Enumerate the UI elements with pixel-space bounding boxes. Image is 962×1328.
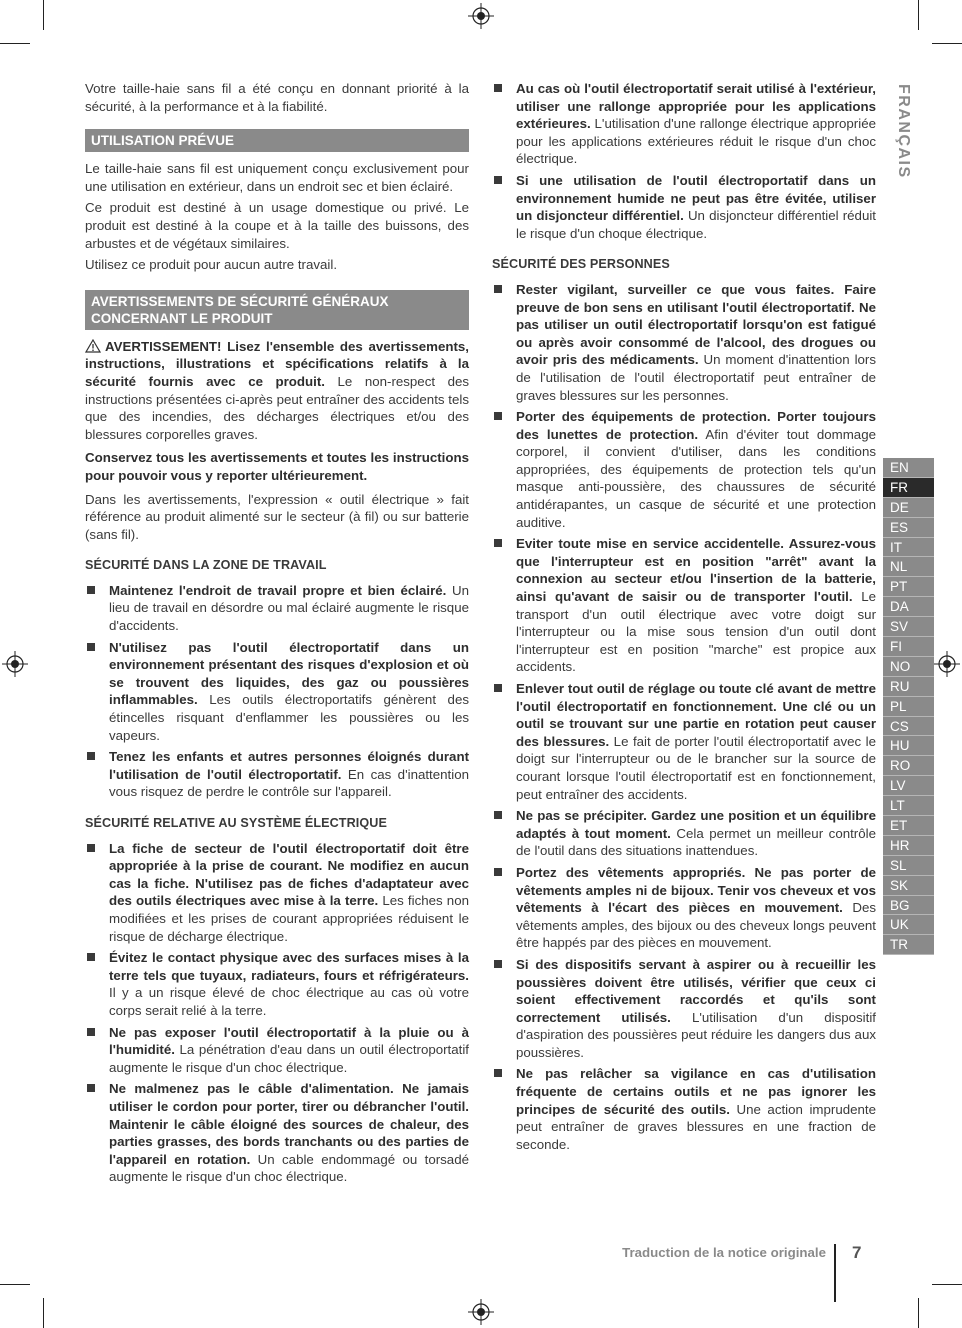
list-item-text: Le transport d'un outil électrique avec votre doigt sur l'interrupteur ou la mise sous tension d'un outil dont l'interrupteur est en position "marche" est propice aux accidents. bbox=[516, 589, 876, 675]
general-warnings-heading-line2: CONCERNANT LE PRODUIT bbox=[91, 310, 273, 326]
bullet-square-icon bbox=[87, 844, 95, 852]
right-column bbox=[492, 80, 876, 1157]
registration-mark-icon bbox=[934, 651, 960, 677]
list-item bbox=[492, 956, 876, 1062]
list-item bbox=[492, 172, 876, 242]
crop-mark bbox=[0, 43, 30, 44]
footer-translation-note: Traduction de la notice originale bbox=[622, 1245, 826, 1260]
work-area-list bbox=[85, 582, 469, 801]
list-item-bold: Enlever tout outil de réglage ou toute clé avant de mettre l'outil électroportatif en fonctionnement. Une clé ou un outil se trouvant sur une partie en rotation peut causer des blessures. bbox=[516, 681, 876, 749]
list-item-bold: Si des dispositifs servant à aspirer ou à recueillir les poussières doivent être utilisés, vérifier que ceux ci soient effectivement raccordés et qu'ils sont correctement utilisés. bbox=[516, 956, 876, 1025]
language-tab-pt[interactable]: PT bbox=[883, 577, 934, 597]
intro-paragraph: Votre taille-haie sans fil a été conçu en donnant priorité à la sécurité, à la performance et à la fiabilité. bbox=[85, 81, 469, 114]
bullet-square-icon bbox=[494, 539, 502, 547]
subheading-electrical: SÉCURITÉ RELATIVE AU SYSTÈME ÉLECTRIQUE bbox=[85, 816, 387, 830]
list-item-text: Un moment d'inattention lors de l'utilisation de l'outil électroportatif peut entraîner de graves blessures sur les personnes. bbox=[516, 352, 876, 403]
crop-mark bbox=[43, 0, 44, 30]
intended-use-p1: Le taille-haie sans fil est uniquement conçu exclusivement pour une utilisation en extérieur, dans un endroit sec et bien éclairé. bbox=[85, 161, 469, 194]
list-item-bold: Au cas où l'outil électroportatif serait utilisé à l'extérieur, utiliser une rallonge appropriée pour les applications extérieures. bbox=[516, 81, 876, 132]
list-item bbox=[85, 840, 469, 946]
list-item bbox=[85, 1080, 469, 1186]
warning-triangle-icon bbox=[85, 339, 101, 353]
section-heading-intended-use: UTILISATION PRÉVUE bbox=[85, 129, 469, 152]
language-tab-tr[interactable]: TR bbox=[883, 935, 934, 955]
subheading-personal: SÉCURITÉ DES PERSONNES bbox=[492, 257, 670, 272]
registration-mark-icon bbox=[2, 651, 28, 677]
list-item-bold: N'utilisez pas l'outil électroportatif dans un environnement présentant des risques d'explosion et où se trouvent des liquides, des gaz ou poussières inflammables. bbox=[109, 639, 469, 708]
bullet-square-icon bbox=[87, 1028, 95, 1036]
list-item-bold: Maintenez l'endroit de travail propre et bien éclairé. bbox=[109, 582, 447, 598]
bullet-square-icon bbox=[494, 412, 502, 420]
bullet-square-icon bbox=[87, 953, 95, 961]
language-tab-sk[interactable]: SK bbox=[883, 876, 934, 896]
list-item-text: L'utilisation d'un dispositif d'aspiration des poussières peut réduire les dangers dus aux poussières. bbox=[516, 1009, 876, 1060]
bullet-square-icon bbox=[494, 84, 502, 92]
electrical-list bbox=[85, 840, 469, 1186]
list-item-bold: La fiche de secteur de l'outil électroportatif doit être appropriée à la prise de courant. Ne modifiez en aucun cas la fiche. N'utilisez pas de fiches d'adaptateur avec des outils électriques avec mise à la terre. bbox=[109, 840, 469, 909]
definition-paragraph: Dans les avertissements, l'expression « outil électrique » fait référence au produit alimenté sur le secteur (à fil) ou sur batterie (sans fil). bbox=[85, 491, 469, 542]
section-heading-general-warnings bbox=[85, 290, 469, 330]
bullet-square-icon bbox=[494, 868, 502, 876]
warning-bold-text: AVERTISSEMENT! Lisez l'ensemble des avertissements, instructions, illustrations et spécifications relatifs à la sécurité fournis avec ce produit. bbox=[85, 338, 469, 389]
warning-text: Le non-respect des instructions présentées ci-après peut entraîner des accidents tels que des incendies, des décharges électriques et/ou des blessures corporelles graves. bbox=[85, 373, 470, 442]
list-item-bold: Eviter toute mise en service accidentelle. Assurez-vous que l'interrupteur est en position "arrêt" avant la connexion au secteur et/ou l'insertion de la batterie, ainsi qu'avant de saisir ou de transporter l'outil. bbox=[516, 536, 876, 605]
left-column bbox=[85, 80, 469, 1190]
language-tab-no[interactable]: NO bbox=[883, 657, 934, 677]
language-tab-bg[interactable]: BG bbox=[883, 896, 934, 916]
language-tab-es[interactable]: ES bbox=[883, 518, 934, 538]
list-item-text: Le fait de porter l'outil électroportatif avec le doigt sur l'interrupteur ou de le brancher sur la source de courant lorsque l'outil électroportatif est en fonctionnement, peut entraîner des accidents. bbox=[516, 733, 876, 802]
list-item bbox=[492, 281, 876, 404]
list-item-bold: Rester vigilant, surveiller ce que vous faites. Faire preuve de bon sens en utilisant l'outil électroportatif. Ne pas utiliser un outil électroportatif lorsqu'on est fatigué ou après avoir consommé de l'alcool, des drogues ou avoir pris des médicaments. bbox=[516, 281, 876, 368]
list-item bbox=[85, 949, 469, 1019]
list-item-bold: Portez des vêtements appropriés. Ne pas porter de vêtements amples ni de bijoux. Tenir vos cheveux et vos vêtements à l'écart des pièces en mouvement. bbox=[516, 864, 876, 916]
bullet-square-icon bbox=[87, 752, 95, 760]
bullet-square-icon bbox=[494, 1069, 502, 1077]
language-tab-it[interactable]: IT bbox=[883, 538, 934, 558]
general-warnings-heading-line1: AVERTISSEMENTS DE SÉCURITÉ GÉNÉRAUX bbox=[91, 293, 389, 309]
list-item-text: Les fiches non modifiées et les prises de courant appropriées réduisent le risque de décharge électrique. bbox=[109, 893, 469, 944]
registration-mark-icon bbox=[468, 3, 494, 29]
list-item bbox=[492, 535, 876, 676]
list-item-bold: Tenez les enfants et autres personnes éloignés durant l'utilisation de l'outil électroportatif. bbox=[109, 749, 469, 782]
list-item-text: Afin d'éviter tout dommage corporel, il convient d'utiliser, dans les conditions appropriées, des équipements de protection tels qu'un masque anti-poussière, des chaussures de sécurité antidérapantes, un casque de sécurité et une protection auditive. bbox=[516, 426, 876, 530]
list-item-text: Un lieu de travail en désordre ou mal éclairé augmente le risque d'accidents. bbox=[109, 582, 469, 634]
language-tab-fi[interactable]: FI bbox=[883, 637, 934, 657]
bullet-square-icon bbox=[494, 285, 502, 293]
list-item-bold: Si une utilisation de l'outil électroportatif dans un environnement humide ne peut pas être évitée, utiliser un disjoncteur différentiel. bbox=[516, 172, 876, 224]
intended-use-p3: Utilisez ce produit pour aucun autre travail. bbox=[85, 257, 338, 273]
list-item bbox=[492, 807, 876, 860]
language-tab-de[interactable]: DE bbox=[883, 498, 934, 518]
bullet-square-icon bbox=[494, 811, 502, 819]
bullet-square-icon bbox=[87, 586, 95, 594]
crop-mark bbox=[932, 1284, 962, 1285]
registration-mark-icon bbox=[468, 1299, 494, 1325]
crop-mark bbox=[918, 0, 919, 30]
list-item-text: En cas d'inattention vous risquez de perdre le contrôle sur l'appareil. bbox=[109, 766, 469, 800]
intended-use-p2: Ce produit est destiné à un usage domestique ou privé. Le produit est destiné à la coupe et à la taille des buissons, des arbustes et de végétaux similaires. bbox=[85, 200, 469, 251]
language-tab-cs[interactable]: CS bbox=[883, 717, 934, 737]
list-item bbox=[492, 864, 876, 952]
language-tab-lv[interactable]: LV bbox=[883, 776, 934, 796]
list-item bbox=[85, 582, 469, 635]
language-tab-sv[interactable]: SV bbox=[883, 617, 934, 637]
language-tab-pl[interactable]: PL bbox=[883, 697, 934, 717]
list-item-text: Les outils électroportatifs génèrent des étincelles risquant d'enflammer les poussières ou les vapeurs. bbox=[109, 692, 469, 743]
warning-paragraph bbox=[85, 338, 469, 444]
language-tab-list bbox=[883, 458, 934, 955]
electrical-cont-list bbox=[492, 80, 876, 242]
footer-divider bbox=[834, 1244, 836, 1302]
crop-mark bbox=[0, 1284, 30, 1285]
language-tab-uk[interactable]: UK bbox=[883, 915, 934, 935]
crop-mark bbox=[932, 43, 962, 44]
list-item-bold: Ne pas se précipiter. Gardez une position et un équilibre adaptés à tout moment. bbox=[516, 808, 876, 841]
list-item-text: Un disjoncteur différentiel réduit le risque d'un choque électrique. bbox=[516, 208, 876, 241]
language-tab-nl[interactable]: NL bbox=[883, 557, 934, 577]
list-item-text: Une action imprudente peut entraîner de graves blessures en une fraction de seconde. bbox=[516, 1101, 876, 1152]
list-item bbox=[85, 639, 469, 745]
list-item-bold: Ne pas exposer l'outil électroportatif à la pluie ou à l'humidité. bbox=[109, 1024, 469, 1058]
language-tab-fr[interactable]: FR bbox=[883, 478, 934, 498]
list-item-bold: Porter des équipements de protection. Porter toujours des lunettes de protection. bbox=[516, 409, 876, 442]
language-tab-en[interactable]: EN bbox=[883, 458, 934, 478]
crop-mark bbox=[918, 1298, 919, 1328]
language-tab-da[interactable]: DA bbox=[883, 597, 934, 617]
list-item bbox=[85, 748, 469, 801]
language-tab-hu[interactable]: HU bbox=[883, 736, 934, 756]
language-tab-ro[interactable]: RO bbox=[883, 756, 934, 776]
list-item bbox=[492, 80, 876, 168]
bullet-square-icon bbox=[87, 643, 95, 651]
language-tab-lt[interactable]: LT bbox=[883, 796, 934, 816]
language-side-title: FRANÇAIS bbox=[895, 84, 912, 179]
subheading-work-area: SÉCURITÉ DANS LA ZONE DE TRAVAIL bbox=[85, 558, 327, 573]
list-item-bold: Évitez le contact physique avec des surfaces mises à la terre tels que tuyaux, radiateurs, fours et réfrigérateurs. bbox=[109, 950, 469, 983]
list-item bbox=[85, 1024, 469, 1077]
list-item-text: L'utilisation d'une rallonge électrique appropriée pour les applications extérieures réduit le risque d'un choc électrique. bbox=[516, 116, 876, 167]
bullet-square-icon bbox=[494, 684, 502, 692]
personal-safety-list bbox=[492, 281, 876, 1154]
list-item bbox=[492, 1065, 876, 1153]
bullet-square-icon bbox=[494, 176, 502, 184]
keep-instructions bbox=[85, 449, 469, 484]
list-item bbox=[492, 408, 876, 531]
list-item-bold: Ne pas relâcher sa vigilance en cas d'utilisation fréquente de certains outils et ne pas ignorer les principes de sécurité des outils. bbox=[516, 1066, 876, 1117]
language-tab-et[interactable]: ET bbox=[883, 816, 934, 836]
list-item-text: Il y a un risque élevé de choc électrique au cas où votre corps serait relié à la terre. bbox=[109, 985, 469, 1018]
list-item-text: Cela permet un meilleur contrôle de l'outil dans des situations inattendues. bbox=[516, 825, 876, 859]
bullet-square-icon bbox=[494, 960, 502, 968]
keep-instructions-bold: Conservez tous les avertissements et toutes les instructions pour pouvoir vous y reporter ultérieurement. bbox=[85, 450, 469, 483]
language-tab-ru[interactable]: RU bbox=[883, 677, 934, 697]
language-tab-sl[interactable]: SL bbox=[883, 856, 934, 876]
list-item-text: La pénétration d'eau dans un outil électroportatif augmente le risque d'un choc électrique. bbox=[109, 1042, 469, 1075]
list-item-text: Des vêtements amples, des bijoux ou des cheveux longs peuvent être happés par des pièces en mouvement. bbox=[516, 900, 876, 951]
page-number: 7 bbox=[852, 1243, 862, 1262]
bullet-square-icon bbox=[87, 1084, 95, 1092]
list-item-bold: Ne malmenez pas le câble d'alimentation. Ne jamais utiliser le cordon pour porter, tirer ou débrancher l'outil. Maintenir le câble éloigné des sources de chaleur, des parties grasses, des bords tranchants ou des parties de l'appareil en rotation. bbox=[109, 1081, 469, 1167]
list-item bbox=[492, 680, 876, 803]
language-tab-hr[interactable]: HR bbox=[883, 836, 934, 856]
list-item-text: Un cable endommagé ou torsadé augmente le risque d'un choc électrique. bbox=[109, 1151, 469, 1185]
crop-mark bbox=[43, 1298, 44, 1328]
